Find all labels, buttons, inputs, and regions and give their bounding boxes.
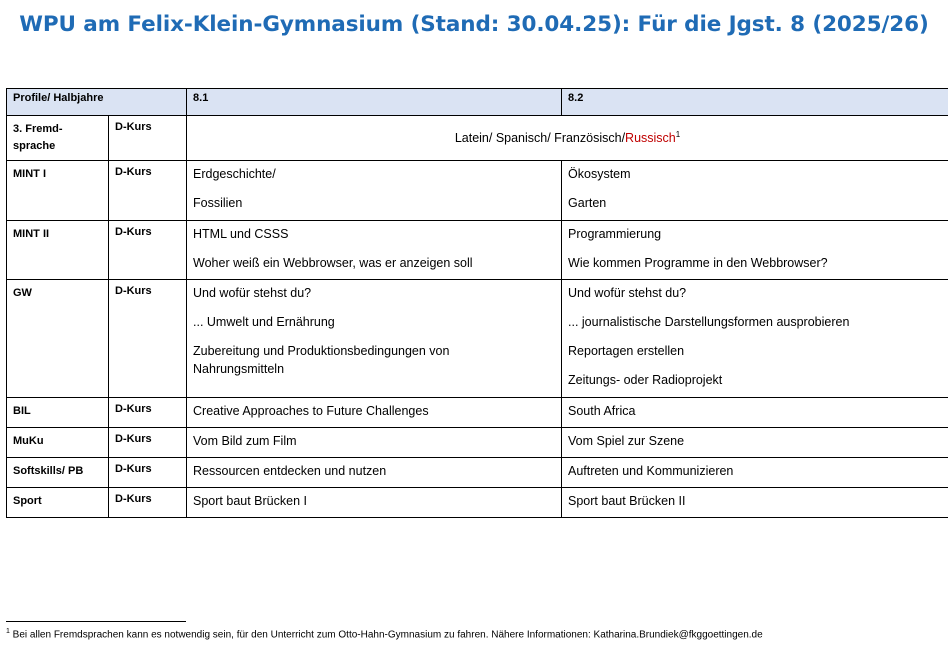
row-mint-2 [7,221,948,280]
topic-line: Nahrungsmitteln [193,362,285,376]
halbjahr-1-cell [187,488,562,518]
row-softskills [7,458,948,488]
topic-line: Reportagen erstellen [568,344,685,358]
languages-cell [187,116,948,161]
topic-line: Und wofür stehst du? [193,286,312,300]
russian-text: Russisch [625,131,676,146]
row-fremdsprache [7,116,948,161]
row-gw [7,280,948,398]
halbjahr-1-cell [187,428,562,458]
kurs-cell: D-Kurs [109,221,187,280]
topic-line: Sport baut Brücken I [193,494,307,508]
row-sport [7,488,948,518]
topic-line: ... journalistische Darstellungsformen ausprobieren [568,315,850,329]
topic-line: Sport baut Brücken II [568,494,686,508]
footnote-mark: 1 [675,130,681,140]
topic-line: South Africa [568,404,636,418]
table-header-row [7,89,948,116]
topic-line: Wie kommen Programme in den Webbrowser? [568,256,828,270]
footnote-number: 1 [6,628,10,635]
halbjahr-2-cell [562,221,948,280]
header-profile: Profile/ Halbjahre [7,89,187,116]
topic-line: HTML und CSSS [193,227,289,241]
halbjahr-2-cell [562,488,948,518]
halbjahr-2-cell [562,398,948,428]
profile-cell: Softskills/ PB [7,458,109,488]
kurs-cell: D-Kurs [109,428,187,458]
profile-cell: 3. Fremd-sprache [7,116,109,161]
footnote [6,628,763,640]
topic-line: Auftreten und Kommunizieren [568,464,734,478]
halbjahr-1-cell [187,161,562,221]
kurs-cell: D-Kurs [109,280,187,398]
topic-line: Programmierung [568,227,662,241]
topic-line: Und wofür stehst du? [568,286,687,300]
halbjahr-2-cell [562,458,948,488]
halbjahr-1-cell [187,221,562,280]
profile-cell: Sport [7,488,109,518]
kurs-cell: D-Kurs [109,161,187,221]
topic-line: ... Umwelt und Ernährung [193,315,335,329]
topic-line: Erdgeschichte/ [193,167,276,181]
footnote-text: Bei allen Fremdsprachen kann es notwendig sein, für den Unterricht zum Otto-Hahn-Gymnasium zu fahren. Nähere Informationen: Katharina.Brundiek@fkggoettingen.de [9,629,763,641]
topic-line: Ökosystem [568,167,631,181]
kurs-cell: D-Kurs [109,116,187,161]
profile-cell: MINT II [7,221,109,280]
footnote-divider [6,621,186,622]
topic-line: Vom Spiel zur Szene [568,434,685,448]
halbjahr-1-cell [187,280,562,398]
kurs-cell: D-Kurs [109,398,187,428]
page-title: WPU am Felix-Klein-Gymnasium (Stand: 30.04.25): Für die Jgst. 8 (2025/26) [19,12,929,37]
profile-cell: GW [7,280,109,398]
topic-line: Zubereitung und Produktionsbedingungen von [193,344,450,358]
header-halbjahr-2: 8.2 [562,89,948,116]
kurs-cell: D-Kurs [109,488,187,518]
row-muku [7,428,948,458]
halbjahr-2-cell [562,428,948,458]
halbjahr-1-cell [187,398,562,428]
row-mint-1 [7,161,948,221]
halbjahr-2-cell [562,161,948,221]
header-halbjahr-1: 8.1 [187,89,562,116]
topic-line: Zeitungs- oder Radioprojekt [568,373,723,387]
profile-cell: MuKu [7,428,109,458]
wpu-table [6,88,948,518]
topic-line: Ressourcen entdecken und nutzen [193,464,387,478]
halbjahr-1-cell [187,458,562,488]
languages-text: Latein/ Spanisch/ Französisch/ [454,131,626,146]
topic-line: Woher weiß ein Webbrowser, was er anzeigen soll [193,256,473,270]
topic-line: Fossilien [193,196,243,210]
kurs-cell: D-Kurs [109,458,187,488]
halbjahr-2-cell [562,280,948,398]
topic-line: Vom Bild zum Film [193,434,297,448]
profile-cell: MINT I [7,161,109,221]
row-bil [7,398,948,428]
topic-line: Garten [568,196,607,210]
profile-cell: BIL [7,398,109,428]
topic-line: Creative Approaches to Future Challenges [193,404,429,418]
